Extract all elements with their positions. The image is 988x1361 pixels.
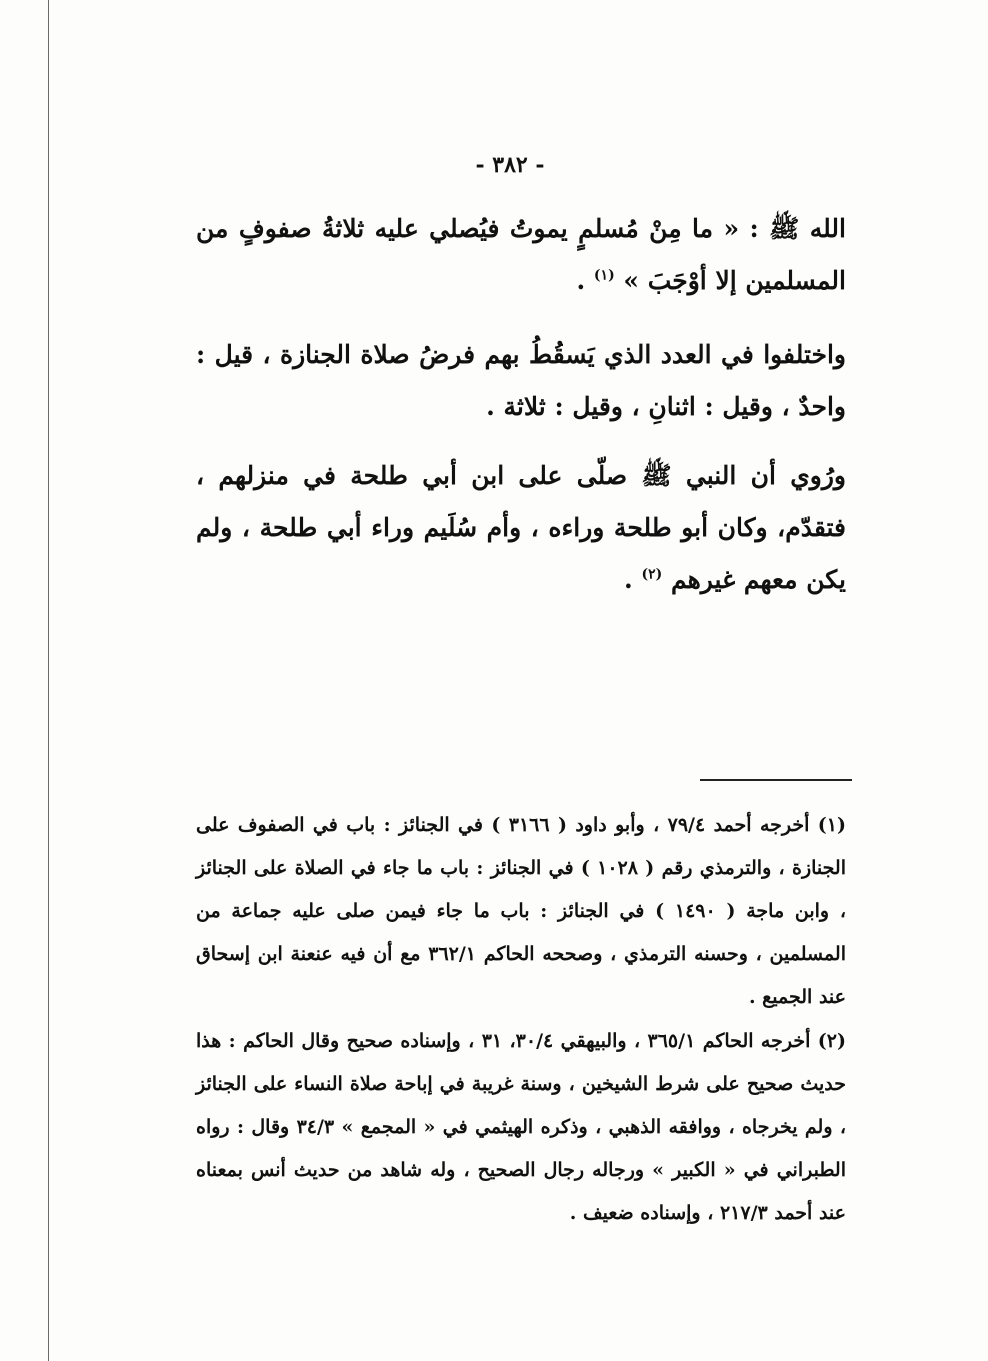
page-binding-edge — [48, 0, 49, 1361]
paragraph-2-text: واختلفوا في العدد الذي يَسقُطُ بهم فرضُ صلاة الجنازة ، قيل : واحدٌ ، وقيل : اثنانِ ، وقيل : ثلاثة . — [196, 340, 846, 421]
body-paragraph-1 — [196, 203, 846, 307]
footnote-separator — [700, 779, 852, 781]
paragraph-1-end: . — [576, 266, 586, 295]
body-paragraph-2 — [196, 329, 846, 433]
paragraph-3-text: ورُوي أن النبي ﷺ صلّى على ابن أبي طلحة في منزلهم ، فتقدّم، وكان أبو طلحة وراءه ، وأم سُلَيم وراء أبي طلحة ، ولم يكن معهم غيرهم — [196, 461, 846, 594]
footnote-2: (٢) أخرجه الحاكم ٣٦٥/١ ، والبيهقي ٣٠/٤، ٣١ ، وإسناده صحيح وقال الحاكم : هذا حديث صحيح على شرط الشيخين ، وسنة غريبة في إباحة صلاة النساء على الجنائز ، ولم يخرجاه ، ووافقه الذهبي ، وذكره الهيثمي في « المجمع » ٣٤/٣ وقال : رواه الطبراني في « الكبير » ورجاله رجال الصحيح ، وله شاهد من حديث أنس بمعناه عند أحمد ٢١٧/٣ ، وإسناده ضعيف . — [196, 1030, 846, 1224]
body-paragraph-3 — [196, 450, 846, 606]
footnote-marker-1: (١) — [593, 267, 615, 284]
page-number: - ٣٨٢ - — [475, 152, 545, 178]
paragraph-1-text: الله ﷺ : « ما مِنْ مُسلمٍ يموتُ فيُصلي عليه ثلاثةُ صفوفٍ من المسلمين إلا أوْجَبَ » — [196, 214, 846, 295]
paragraph-3-end: . — [624, 565, 633, 594]
footnote-marker-2: (٢) — [641, 566, 663, 583]
footnote-1: (١) أخرجه أحمد ٧٩/٤ ، وأبو داود ( ٣١٦٦ ) في الجنائز : باب في الصفوف على الجنازة ، والترمذي رقم ( ١٠٢٨ ) في الجنائز : باب ما جاء في الصلاة على الجنائز ، وابن ماجة ( ١٤٩٠ ) في الجنائز : باب ما جاء فيمن صلى عليه جماعة من المسلمين ، وحسنه الترمذي ، وصححه الحاكم ٣٦٢/١ مع أن فيه عنعنة ابن إسحاق عند الجميع . — [196, 814, 847, 1008]
